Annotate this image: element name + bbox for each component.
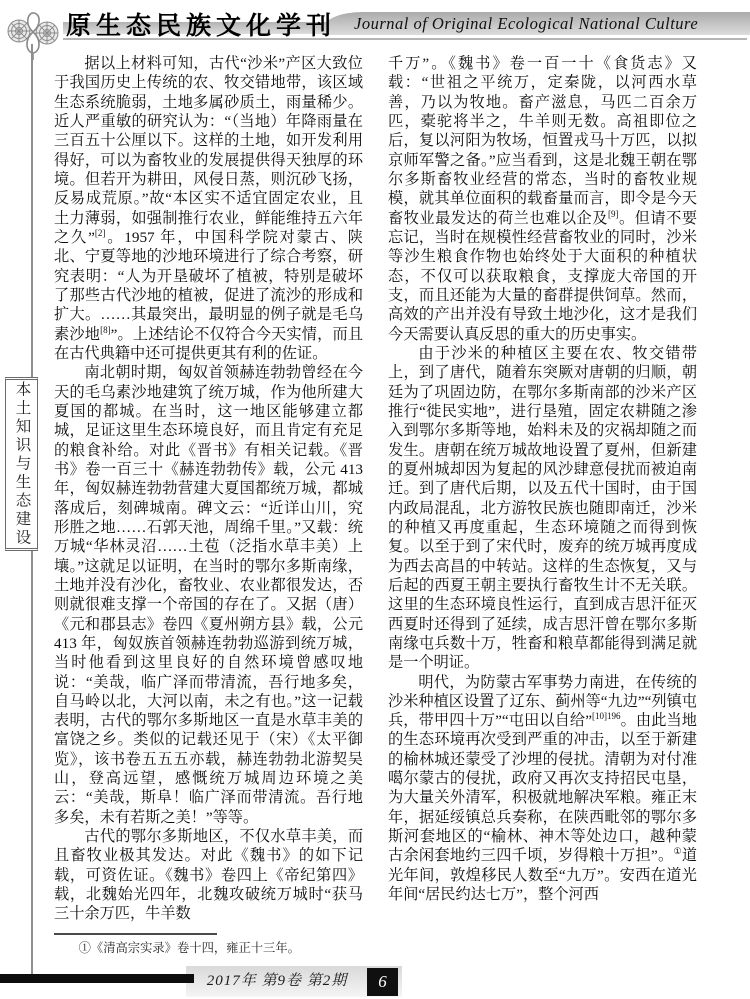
sidebar-section-label: [5, 377, 38, 551]
paragraph: 据以上材料可知，古代“沙米”产区大致位于我国历史上传统的农、牧交错地带，该区域生态系统脆弱，土地多属砂质土，雨量稀少。近人严重敏的研究认为：“（当地）年降雨量在三百五十公厘以下。这样的土地，如开发利用得好，可以为畜牧业的发展提供得天独厚的环境。但若开为耕田，风侵日蒸，则沉砂飞扬，反易成荒原。”故“本区实不适宜固定农业，且土力薄弱，如强制推行农业，鲜能维持五六年之久”[2]。1957 年，中国科学院对蒙古、陕北、宁夏等地的沙地环境进行了综合考察，研究表明：“人为开垦破坏了植被，特别是破坏了那些古代沙地的植被，促进了流沙的形成和扩大。……其最突出，最明显的例子就是毛乌素沙地[8]”。上述结论不仅符合今天实情，而且在古代典籍中还可提供更其有利的佐证。: [54, 55, 363, 362]
floral-knot-icon: [4, 6, 62, 60]
footnote-separator: [54, 933, 217, 935]
header-band-english: [322, 12, 750, 35]
citation-marker: [9]: [607, 208, 619, 219]
paragraph: 千万”。《魏书》卷一百一十《食货志》又载：“世祖之平统万，定秦陇，以河西水草善，乃以为牧地。畜产滋息，马匹二百余万匹，橐驼将半之，牛羊则无数。高祖即位之后，复以河阳为牧场，恒置戎马十万匹，以拟京师军警之备。”应当看到，这是北魏王朝在鄂尔多斯畜牧业经营的常态，当时的畜牧业规模，就其单位面积的载畜量而言，即令是今天畜牧业最发达的荷兰也难以企及[9]。但请不要忘记，当时在规模性经营畜牧业的同时，沙米等沙生粮食作物也始终处于大面积的种植状态，不仅可以获取粮食，支撑庞大帝国的开支，而且还能为大量的畜群提供饲草。然而，高效的产出并没有导致土地沙化，这才是我们今天需要认真反思的重大的历史事实。: [388, 55, 697, 343]
sidebar-section-label-text: 本土知识与生态建设: [13, 380, 31, 548]
footnotes: [54, 940, 366, 956]
journal-title-english: Journal of Original Ecological National Culture: [354, 14, 699, 33]
footer-black-bar: [0, 974, 194, 983]
citation-marker: [2]: [94, 227, 106, 238]
page-number-badge: 6: [367, 968, 398, 996]
footer-issue-text: 2017年 第9卷 第2期: [206, 973, 348, 989]
paragraph: 明代，为防蒙古军事势力南进，在传统的沙米种植区设置了辽东、蓟州等“九边”“列镇屯兵，带甲四十万”“屯田以自给”$^{[10]196}$。由此当地的生态环境再次受到严重的冲击，以至于新建的榆林城还蒙受了沙埋的侵扰。清朝为对付准噶尔蒙古的侵扰，政府又再次支持招民屯垦，为大量关外清军，积极就地解决军粮。雍正末年，据延绥镇总兵奏称，在陕西毗邻的鄂尔多斯河套地区的“榆林、神木等处边口，越种蒙古余闲套地约三四千顷，岁得粮十万担”。①道光年间，敦煌移民人数至“九万”。安西在道光年间“居民约达七万”，整个河西: [388, 673, 697, 904]
journal-title-chinese: 原生态民族文化学刊: [66, 12, 337, 40]
citation-marker: ①: [673, 846, 682, 857]
citation-marker: [10]196: [591, 711, 621, 722]
paragraph: 古代的鄂尔多斯地区，不仅水草丰美，而且畜牧业极其发达。对此《魏书》的如下记载，可资佐证。《魏书》卷四上《帝纪第四》载，北魏始光四年，北魏攻破统万城时“获马三十余万匹，牛羊数: [54, 828, 363, 923]
citation-marker: [8]: [100, 324, 111, 335]
paragraph: 由于沙米的种植区主要在农、牧交错带上，到了唐代，随着东突厥对唐朝的归顺，朝廷为了巩固边防，在鄂尔多斯南部的沙米产区推行“徙民实地”，进行垦殖，固定农耕随之渗入到鄂尔多斯等地，始料未及的灾祸却随之而发生。唐朝在统万城故地设置了夏州，但新建的夏州城却因为复起的风沙肆意侵扰而被迫南迁。到了唐代后期，以及五代十国时，由于国内政局混乱，北方游牧民族也随即南迁，沙米的种植又再度重起，生态环境随之而得到恢复。以至于到了宋代时，废弃的统万城再度成为西去高昌的中转站。这样的生态恢复，又与后起的西夏王朝主要执行畜牧生计不无关联。这里的生态环境良性运行，直到成吉思汗征灭西夏时还得到了延续，成吉思汗曾在鄂尔多斯南缘屯兵数十万，牲畜和粮草都能得到满足就是一个明证。: [388, 344, 697, 672]
article-column-right: [388, 54, 697, 928]
paragraph: ①《清高宗实录》卷十四，雍正十三年。: [78, 941, 300, 955]
article-column-left: [54, 54, 363, 928]
paragraph: 南北朝时期，匈奴首领赫连勃勃曾经在今天的毛乌素沙地建筑了统万城，作为他所建大夏国的都城。在当时，这一地区能够建立都城，足证这里生态环境良好，而且肯定有充足的粮食补给。对此《晋书》有相关记载。《晋书》卷一百三十《赫连勃勃传》载，公元 413 年，匈奴赫连勃勃营建大夏国都统万城，都城落成后，刻碑城南。碑文云：“近详山川，究形胜之地……石郭天池，周绵千里。”又载：统万城“华林灵沼……土苞（泛指水草丰美）上壤。”这就足以证明，在当时的鄂尔多斯南缘，土地并没有沙化，畜牧业、农业都很发达，否则就很难支撑一个帝国的存在了。又据（唐）《元和郡县志》卷四《夏州朔方县》载，公元 413 年，匈奴族首领赫连勃勃巡游到统万城，当时他看到这里良好的自然环境曾感叹地说：“美哉，临广泽而带清流，吾行地多矣，自马岭以北，大河以南，未之有也。”这一记载表明，古代的鄂尔多斯地区一直是水草丰美的富饶之乡。类似的记载还见于（宋）《太平御览》，该书卷五五五亦载，赫连勃勃北游契吴山，登高远望，感慨统万城周边环境之美云：“美哉，斯阜！临广泽而带清流。吾行地多矣，未有若斯之美！”等等。: [54, 364, 363, 826]
